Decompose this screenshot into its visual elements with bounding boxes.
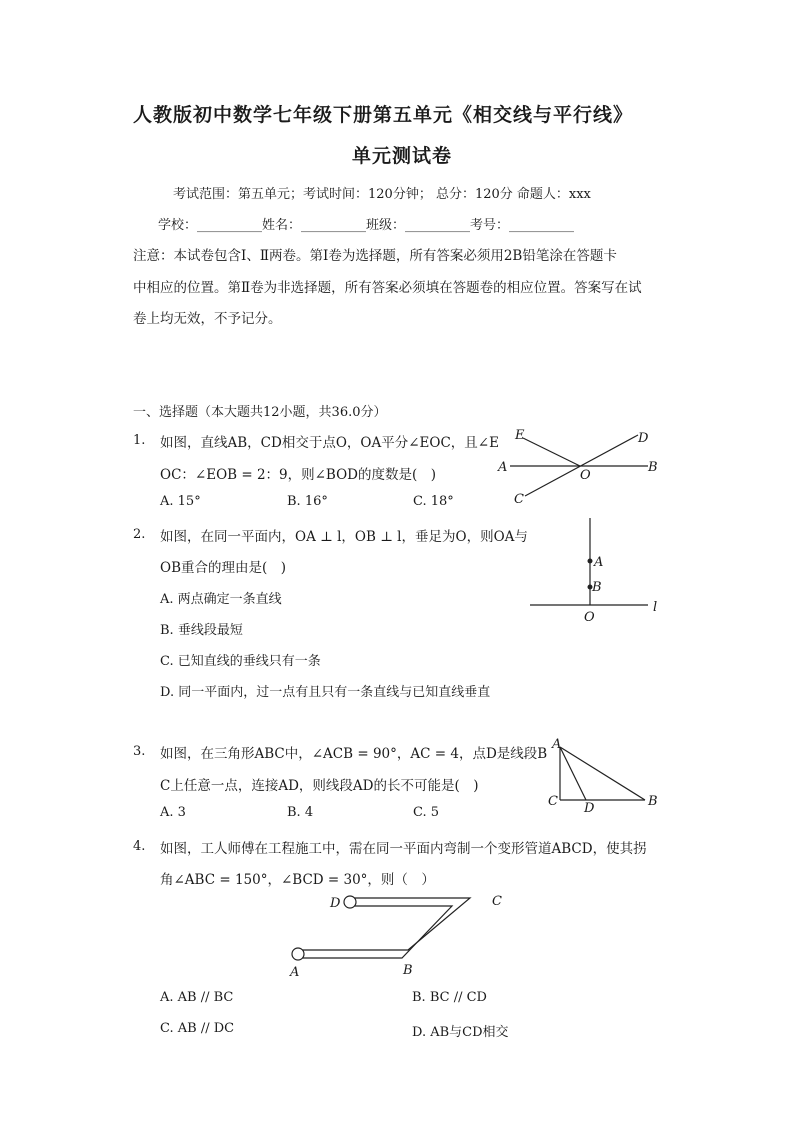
option-a[interactable]: A. 15° <box>160 494 201 509</box>
label-c: C <box>514 492 524 507</box>
option-b[interactable]: B. BC // CD <box>412 990 487 1005</box>
notice-line-1: 注意：本试卷包含Ⅰ、Ⅱ两卷。第Ⅰ卷为选择题，所有答案必须用2B铅笔涂在答题卡 <box>133 248 617 264</box>
pipe-end-d <box>344 896 356 908</box>
option-d[interactable]: D. AB与CD相交 <box>412 1025 509 1040</box>
figure-q2 <box>525 515 675 625</box>
notice-line-3: 卷上均无效，不予记分。 <box>133 311 282 327</box>
label-b: B <box>648 460 658 475</box>
question-number: 3. <box>133 744 146 759</box>
exam-info: 考试范围：第五单元；考试时间：120分钟； 总分：120分 命题人：xxx <box>173 187 591 202</box>
section-heading: 一、选择题（本大题共12小题，共36.0分） <box>133 405 387 420</box>
label-c: C <box>548 794 558 809</box>
notice-line-2: 中相应的位置。第Ⅱ卷为非选择题，所有答案必须填在答题卷的相应位置。答案写在试 <box>133 280 642 296</box>
label-d: D <box>330 896 341 911</box>
label-a: A <box>498 460 508 475</box>
label-o: O <box>584 610 595 625</box>
option-b[interactable]: B. 垂线段最短 <box>160 623 243 638</box>
label-b: B <box>592 580 602 595</box>
option-b[interactable]: B. 16° <box>287 494 328 509</box>
option-c[interactable]: C. 5 <box>413 805 440 820</box>
label-b: B <box>648 794 658 809</box>
option-d[interactable]: D. 同一平面内，过一点有且只有一条直线与已知直线垂直 <box>160 685 491 700</box>
label-a: A <box>594 555 604 570</box>
question-text-line-1: 如图，在三角形ABC中，∠ACB = 90°，AC = 4，点D是线段B <box>160 746 548 762</box>
label-c: C <box>492 894 502 909</box>
option-c[interactable]: C. AB // DC <box>160 1021 235 1036</box>
question-number: 4. <box>133 839 146 854</box>
question-text-line-2: C上任意一点，连接AD，则线段AD的长不可能是( ) <box>160 778 479 794</box>
option-c[interactable]: C. 已知直线的垂线只有一条 <box>160 654 321 669</box>
option-a[interactable]: A. 两点确定一条直线 <box>160 592 282 607</box>
question-text-line-2: 角∠ABC = 150°，∠BCD = 30°，则（ ） <box>160 872 435 888</box>
figure-q4-pipe <box>280 890 520 980</box>
question-text-line-2: OB重合的理由是( ) <box>160 560 287 576</box>
option-a[interactable]: A. AB // BC <box>160 990 234 1005</box>
label-b: B <box>403 963 413 978</box>
label-d: D <box>638 431 649 446</box>
question-text-line-1: 如图，在同一平面内，OA ⊥ l，OB ⊥ l，垂足为O，则OA与 <box>160 529 528 545</box>
label-l: l <box>653 600 658 615</box>
pipe-end-a <box>292 948 304 960</box>
option-a[interactable]: A. 3 <box>160 805 186 820</box>
label-a: A <box>552 737 562 752</box>
figure-q3 <box>540 735 670 815</box>
question-number: 2. <box>133 527 146 542</box>
label-e: E <box>515 428 525 443</box>
ray-oe <box>523 438 580 466</box>
label-a: A <box>290 965 300 980</box>
title-line-2: 单元测试卷 <box>352 145 453 167</box>
point-a <box>588 559 593 564</box>
question-text-line-2: OC：∠EOB = 2：9，则∠BOD的度数是( ) <box>160 467 437 483</box>
question-number: 1. <box>133 433 146 448</box>
question-text-line-1: 如图，直线AB，CD相交于点O，OA平分∠EOC，且∠E <box>160 435 499 451</box>
option-b[interactable]: B. 4 <box>287 805 314 820</box>
label-d: D <box>584 801 595 816</box>
label-o: O <box>580 468 591 483</box>
student-info-fields: 学校：__________姓名：__________班级：__________考号：__________ <box>158 218 575 233</box>
title-line-1: 人教版初中数学七年级下册第五单元《相交线与平行线》 <box>133 104 634 126</box>
option-c[interactable]: C. 18° <box>413 494 454 509</box>
figure-q1 <box>490 424 670 514</box>
question-text-line-1: 如图，工人师傅在工程施工中，需在同一平面内弯制一个变形管道ABCD，使其拐 <box>160 841 647 857</box>
